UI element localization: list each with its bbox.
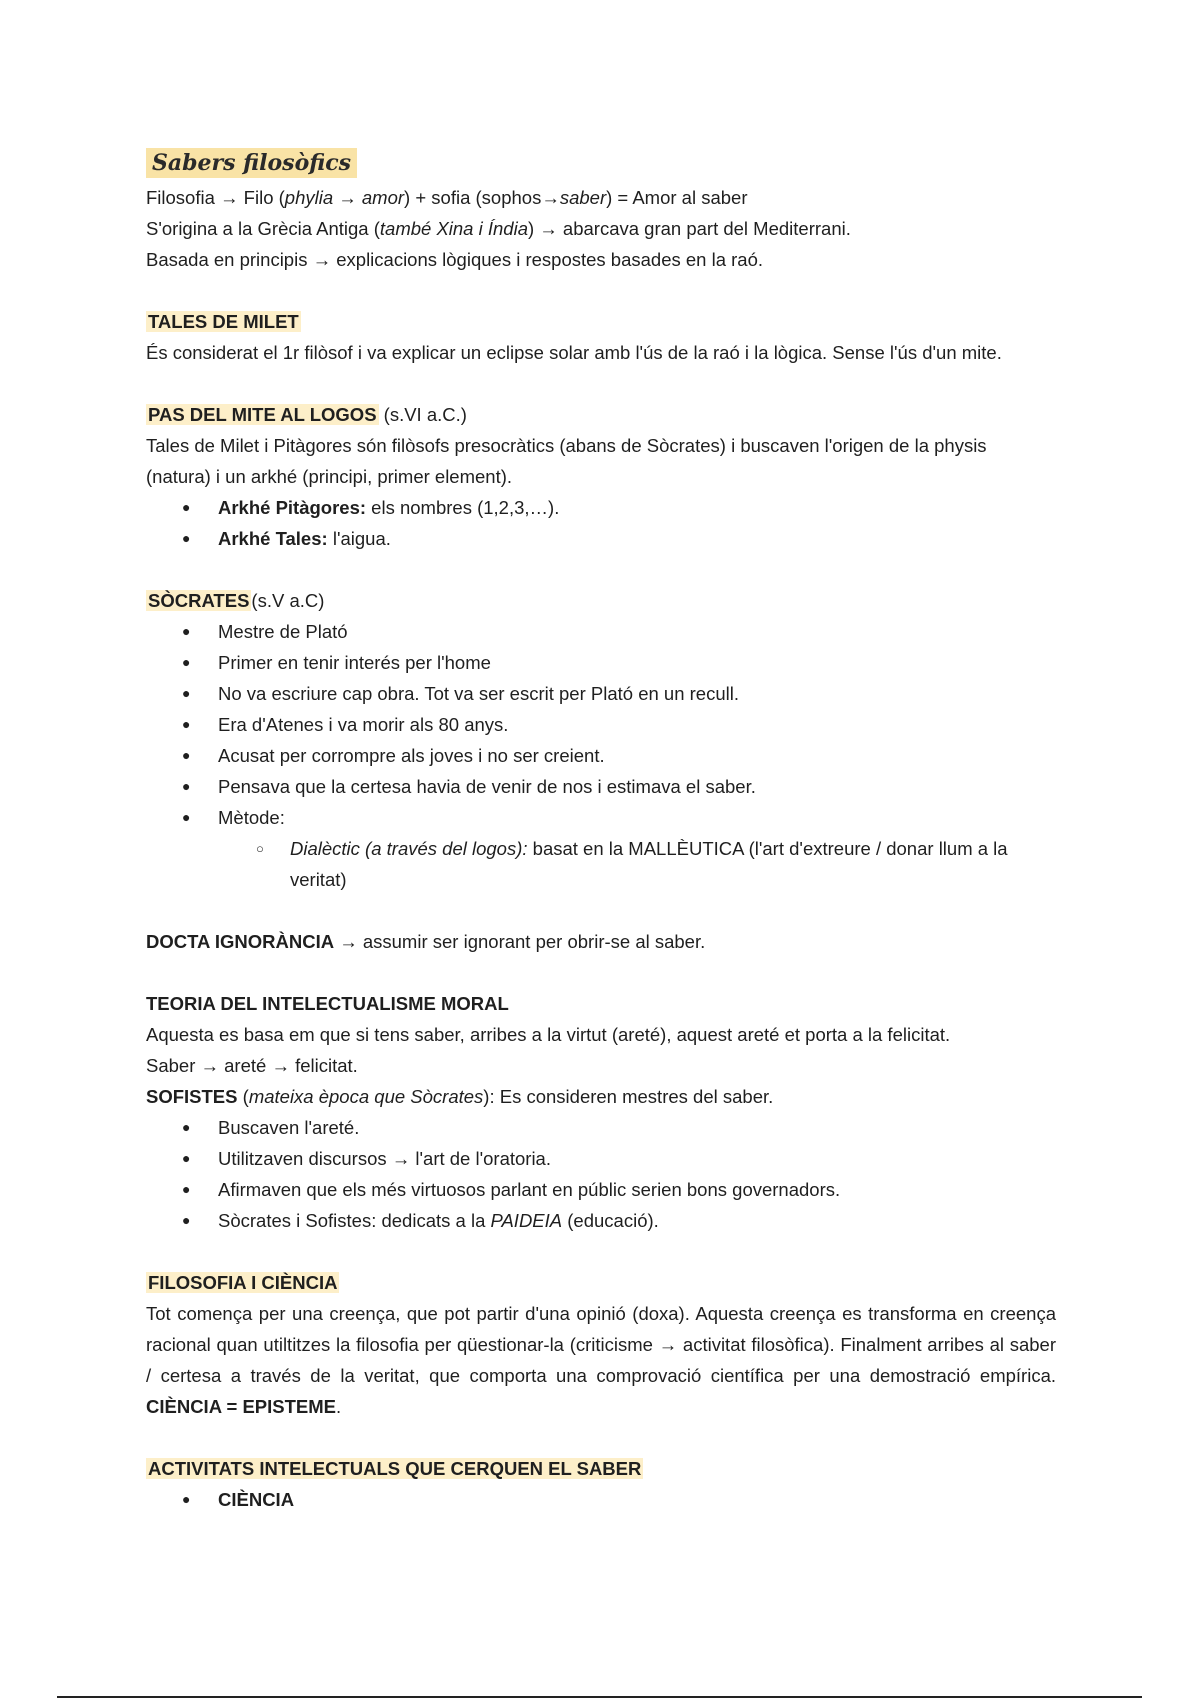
mite-text: Tales de Milet i Pitàgores són filòsofs presocràtics (abans de Sòcrates) i buscaven l'origen de la physis (natura) i un arkhé (principi, primer element). bbox=[146, 435, 987, 487]
page-title: Sabers filosòfics bbox=[146, 148, 1056, 182]
section-heading-mite: PAS DEL MITE AL LOGOS (s.VI a.C.) bbox=[148, 404, 467, 425]
filosofia-text: Tot comença per una creença, que pot partir d'una opinió (doxa). Aquesta creença es transforma en creença racional quan utiltitzes la filosofia per qüestionar-la (criticisme → activitat filosòfica). Finalment arribes al saber / certesa a través de la veritat, que comporta una comprovació científica per una demostració empírica. CIÈNCIA = EPISTEME. bbox=[146, 1303, 1056, 1417]
socrates-sublist bbox=[146, 833, 1056, 895]
section-heading-activitats: ACTIVITATS INTELECTUALS QUE CERQUEN EL SABER bbox=[148, 1458, 642, 1479]
list-item: ● Utilitzaven discursos → l'art de l'oratoria. bbox=[146, 1143, 1056, 1174]
section-heading-tales: TALES DE MILET bbox=[148, 311, 299, 332]
list-item: ● Afirmaven que els més virtuosos parlant en públic serien bons governadors. bbox=[146, 1174, 1056, 1205]
list-item: ● Pensava que la certesa havia de venir de nos i estimava el saber. bbox=[146, 771, 1056, 802]
list-item: ● Sòcrates i Sofistes: dedicats a la PAIDEIA (educació). bbox=[146, 1205, 1056, 1236]
document-page bbox=[146, 148, 1056, 1515]
list-item: ● Mestre de Plató bbox=[146, 616, 1056, 647]
activitats-list bbox=[146, 1484, 1056, 1515]
socrates-list bbox=[146, 616, 1056, 833]
teoria-line-2: Saber → areté → felicitat. bbox=[146, 1055, 358, 1076]
list-item: ● Buscaven l'areté. bbox=[146, 1112, 1056, 1143]
list-item: ● Era d'Atenes i va morir als 80 anys. bbox=[146, 709, 1056, 740]
docta-line: DOCTA IGNORÀNCIA → assumir ser ignorant per obrir-se al saber. bbox=[146, 931, 706, 952]
section-heading-teoria: TEORIA DEL INTELECTUALISME MORAL bbox=[146, 993, 509, 1014]
footer-divider bbox=[57, 1696, 1142, 1698]
tales-text: És considerat el 1r filòsof i va explicar un eclipse solar amb l'ús de la raó i la lògica. Sense l'ús d'un mite. bbox=[146, 342, 1002, 363]
intro-line-3: Basada en principis → explicacions lògiques i respostes basades en la raó. bbox=[146, 249, 764, 270]
list-item: ● Mètode: bbox=[146, 802, 1056, 833]
sofistes-list bbox=[146, 1112, 1056, 1236]
list-item: ● Arkhé Tales: l'aigua. bbox=[146, 523, 1056, 554]
list-item: ● Acusat per corrompre als joves i no ser creient. bbox=[146, 740, 1056, 771]
sofistes-line: SOFISTES (mateixa època que Sòcrates): Es consideren mestres del saber. bbox=[146, 1086, 774, 1107]
section-heading-socrates: SÒCRATES (s.V a.C) bbox=[148, 590, 325, 611]
intro-line-2: S'origina a la Grècia Antiga (també Xina i Índia) → abarcava gran part del Mediterrani. bbox=[146, 218, 851, 239]
intro-line-1: Filosofia → Filo (phylia → amor) + sofia (sophos→saber) = Amor al saber bbox=[146, 187, 748, 208]
section-heading-filosofia: FILOSOFIA I CIÈNCIA bbox=[148, 1272, 338, 1293]
list-item: ○ Dialèctic (a través del logos): basat en la MALLÈUTICA (l'art d'extreure / donar llum a la veritat) bbox=[146, 833, 1056, 895]
mite-list bbox=[146, 492, 1056, 554]
list-item: ● CIÈNCIA bbox=[146, 1484, 1056, 1515]
list-item: ● Arkhé Pitàgores: els nombres (1,2,3,…). bbox=[146, 492, 1056, 523]
list-item: ● Primer en tenir interés per l'home bbox=[146, 647, 1056, 678]
teoria-line-1: Aquesta es basa em que si tens saber, arribes a la virtut (areté), aquest areté et porta a la felicitat. bbox=[146, 1024, 951, 1045]
list-item: ● No va escriure cap obra. Tot va ser escrit per Plató en un recull. bbox=[146, 678, 1056, 709]
